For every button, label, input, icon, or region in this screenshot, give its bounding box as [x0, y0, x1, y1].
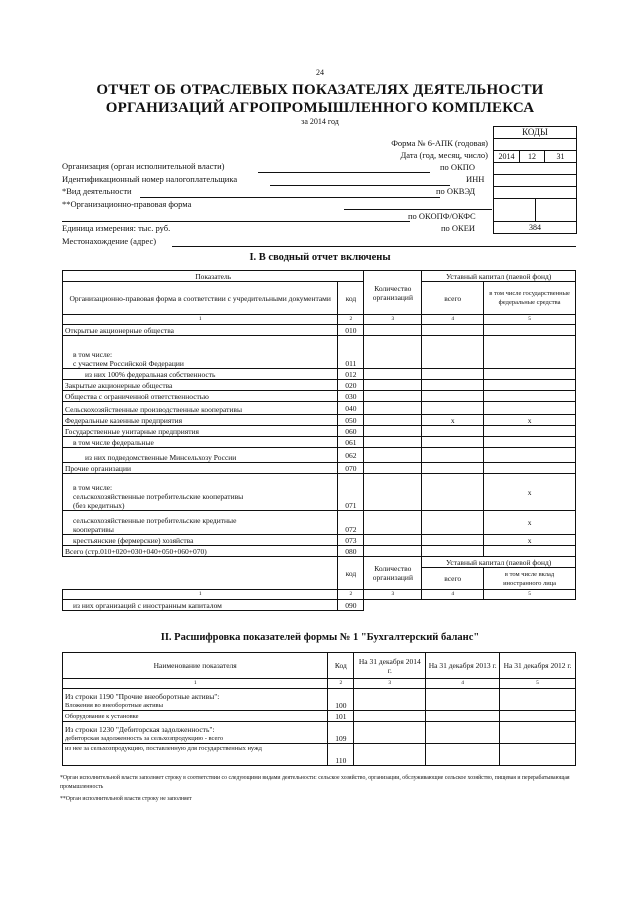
form-label: Форма № 6-АПК (годовая)	[391, 138, 488, 148]
row-label: Открытые акционерные общества	[63, 325, 338, 336]
row-label: Федеральные казенные предприятия	[63, 415, 338, 426]
row-code: 073	[338, 535, 364, 546]
th-legal-form: Организационно-правовая форма в соответствии с учредительными документами	[63, 282, 338, 315]
activity-line	[140, 197, 440, 198]
row-code: 050	[338, 415, 364, 426]
row-code: 062	[338, 448, 364, 463]
table-row	[63, 369, 576, 380]
row-label: из них подведомственные Минсельхозу России	[63, 448, 338, 463]
th-total: всего	[422, 282, 484, 315]
row-code: 011	[338, 336, 364, 369]
row-code: 030	[338, 391, 364, 402]
th2-count: Количество организаций	[364, 557, 422, 590]
okei-label: по ОКЕИ	[441, 223, 476, 233]
row-code: 020	[338, 380, 364, 391]
row-code: 109	[328, 722, 354, 744]
row-label: Прочие организации	[63, 463, 338, 474]
th-count: Количество организаций	[364, 271, 422, 315]
th2-foreign: в том числе вклад иностранного лица	[484, 568, 576, 590]
table-row	[63, 380, 576, 391]
row-label: Из строки 1190 "Прочие внеоборотные активы": Вложения во внеоборотные активы	[63, 689, 328, 711]
table-balance	[62, 652, 576, 766]
col-number: 1	[63, 590, 338, 600]
org-label: Организация (орган исполнительной власти)	[62, 161, 225, 171]
col-number: 1	[63, 315, 338, 325]
table-row	[63, 402, 576, 415]
org-line	[258, 172, 430, 173]
inn-label: ИНН	[466, 174, 485, 184]
table-row	[63, 744, 576, 766]
th-2012: На 31 декабря 2012 г.	[500, 653, 576, 679]
date-day-box: 31	[544, 150, 577, 163]
row-label: Государственные унитарные предприятия	[63, 426, 338, 437]
col-number: 4	[422, 590, 484, 600]
table-row	[63, 474, 576, 511]
col-number: 2	[338, 315, 364, 325]
th-2014: На 31 декабря 2014 г.	[354, 653, 426, 679]
inn-line	[270, 185, 450, 186]
row-label: из нее за сельхозпродукцию, поставленную для государственных нужд	[63, 744, 328, 766]
legal-form-line	[344, 209, 492, 210]
col-number: 3	[354, 679, 426, 689]
section2-title: II. Расшифровка показателей формы № 1 "Бухгалтерский баланс"	[160, 632, 480, 643]
th2-code: код	[338, 557, 364, 590]
location-label: Местонахождение (адрес)	[62, 236, 157, 246]
report-title-line-2: ОРГАНИЗАЦИЙ АГРОПРОМЫШЛЕННОГО КОМПЛЕКСА	[105, 100, 535, 116]
unit-label: Единица измерения: тыс. руб.	[62, 223, 171, 233]
row-code: 080	[338, 546, 364, 557]
table-row	[63, 535, 576, 546]
row-label: крестьянские (фермерские) хозяйства	[63, 535, 338, 546]
th-code: Код	[328, 653, 354, 679]
row-code: 040	[338, 402, 364, 415]
row-code: 012	[338, 369, 364, 380]
row-label: сельскохозяйственные потребительские кредитные кооперативы	[63, 511, 338, 535]
th-capital: Уставный капитал (паевой фонд)	[422, 271, 576, 282]
row-code: 090	[338, 600, 364, 611]
row-label: Всего (стр.010+020+030+040+050+060+070)	[63, 546, 338, 557]
date-month-box: 12	[519, 150, 545, 163]
col-number: 2	[328, 679, 354, 689]
table-row	[63, 426, 576, 437]
row-code: 070	[338, 463, 364, 474]
col-number: 5	[500, 679, 576, 689]
codes-header: КОДЫ	[493, 126, 577, 139]
okfs-box	[535, 198, 577, 222]
cell-x: x	[422, 415, 484, 426]
row-code: 100	[328, 689, 354, 711]
table-row	[63, 437, 576, 448]
table-row	[63, 448, 576, 463]
table-row	[63, 415, 576, 426]
okpo-label: по ОКПО	[440, 162, 476, 172]
section1-title: I. В сводный отчет включены	[249, 252, 391, 263]
row-code: 061	[338, 437, 364, 448]
footnote-1: *Орган исполнительной власти заполняет строку в соответствии со следующими видами деятельности: сельское хозяйство, организации, обслуживающие сельское хозяйство, пищевая и перерабатывающая промышленность	[60, 775, 570, 790]
date-label: Дата (год, месяц, число)	[400, 150, 488, 160]
okved-label: по ОКВЭД	[436, 186, 476, 196]
page-number: 24	[316, 68, 324, 77]
row-label: из них 100% федеральная собственность	[63, 369, 338, 380]
okopf-box	[493, 198, 536, 222]
cell-x: x	[484, 474, 576, 511]
table-row	[63, 336, 576, 369]
footnote-2: **Орган исполнительной власти строку не заполняет	[60, 796, 192, 802]
legal-form-line-2	[62, 221, 410, 222]
inn-caption: Идентификационный номер налогоплательщика	[62, 174, 238, 184]
cell-x: x	[484, 535, 576, 546]
table-row	[63, 463, 576, 474]
row-label: в том числе: сельскохозяйственные потребительские кооперативы (без кредитных)	[63, 474, 338, 511]
table-row	[63, 511, 576, 535]
th-2013: На 31 декабря 2013 г.	[426, 653, 500, 679]
col-number: 5	[484, 590, 576, 600]
cell-x: x	[484, 511, 576, 535]
table-row-total	[63, 546, 576, 557]
row-code: 101	[328, 711, 354, 722]
col-number: 4	[422, 315, 484, 325]
row-code: 060	[338, 426, 364, 437]
row-label: Из строки 1230 "Дебиторская задолженность": дебиторская задолженность за сельхозпродукцию - всего	[63, 722, 328, 744]
row-label: Оборудование к установке	[63, 711, 328, 722]
location-line	[172, 246, 576, 247]
th-federal: в том числе государственные федеральные средства	[484, 282, 576, 315]
table-organizations	[62, 270, 576, 611]
table-row	[63, 600, 576, 611]
report-title-line-1: ОТЧЕТ ОБ ОТРАСЛЕВЫХ ПОКАЗАТЕЛЯХ ДЕЯТЕЛЬНОСТИ	[96, 82, 544, 98]
col-number: 4	[426, 679, 500, 689]
row-label: в том числе федеральные	[63, 437, 338, 448]
th2-total: всего	[422, 568, 484, 590]
date-year-box: 2014	[493, 150, 520, 163]
okei-box: 384	[493, 221, 577, 234]
row-label: Общества с ограниченной ответственностью	[63, 391, 338, 402]
col-number: 3	[364, 590, 422, 600]
table-row	[63, 711, 576, 722]
th-name: Наименование показателя	[63, 653, 328, 679]
row-label: Сельскохозяйственные производственные кооперативы	[63, 402, 338, 415]
report-year: за 2014 год	[301, 117, 339, 126]
row-label: из них организаций с иностранным капиталом	[63, 600, 338, 611]
activity-label: *Вид деятельности	[62, 186, 132, 196]
cell-x: x	[484, 415, 576, 426]
col-number: 2	[338, 590, 364, 600]
table-row	[63, 689, 576, 711]
table-row	[63, 325, 576, 336]
legal-form-label: **Организационно-правовая форма	[62, 199, 192, 209]
table-row	[63, 722, 576, 744]
row-label: Закрытые акционерные общества	[63, 380, 338, 391]
th2-capital: Уставный капитал (паевой фонд)	[422, 557, 576, 568]
row-code: 110	[328, 744, 354, 766]
okopf-label: по ОКОПФ/ОКФС	[408, 211, 476, 221]
th-code: код	[338, 282, 364, 315]
col-number: 1	[63, 679, 328, 689]
row-code: 071	[338, 474, 364, 511]
row-label: в том числе: с участием Российской Федерации	[63, 336, 338, 369]
th-indicator: Показатель	[63, 271, 364, 282]
row-code: 072	[338, 511, 364, 535]
col-number: 5	[484, 315, 576, 325]
col-number: 3	[364, 315, 422, 325]
table-row	[63, 391, 576, 402]
row-code: 010	[338, 325, 364, 336]
